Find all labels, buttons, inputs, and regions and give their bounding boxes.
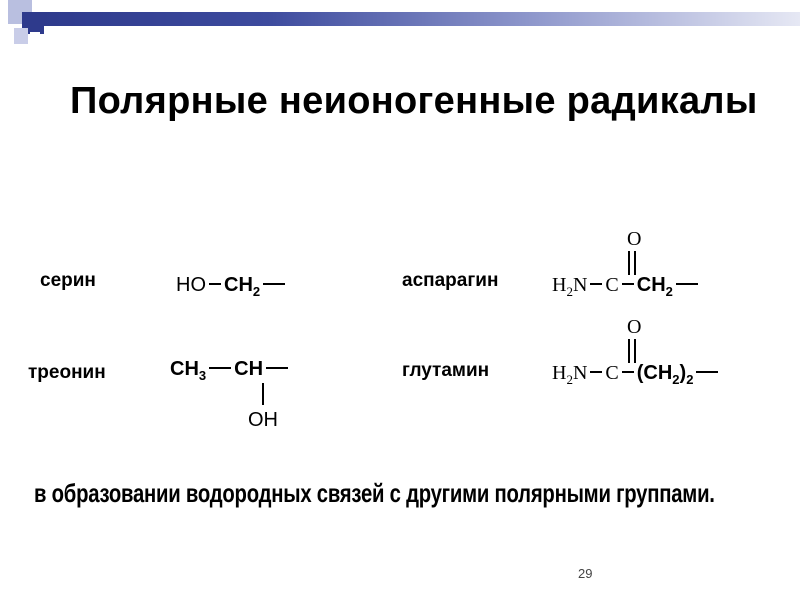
glutamine-formula: $H_2N$ C $(CH_2)_2$ (552, 362, 721, 388)
asparagine-formula: $H_2N$ C $CH_2$ (552, 274, 701, 300)
page-number: 29 (578, 566, 593, 581)
bond (590, 371, 602, 373)
glutamine-oxygen: O (627, 316, 642, 338)
threonine-formula: $CH_3$ CH (170, 358, 291, 383)
serine-label: серин (40, 270, 96, 291)
decor-square (30, 32, 40, 44)
serine-formula: HO $CH_2$ (176, 274, 288, 299)
asparagine-label: аспарагин (402, 270, 499, 291)
bond (209, 283, 221, 285)
slide-title: Полярные неионогенные радикалы (70, 80, 758, 122)
asparagine-oxygen: O (627, 228, 642, 250)
threonine-ch: CH (234, 358, 264, 380)
bond (590, 283, 602, 285)
threonine-label: треонин (28, 362, 106, 383)
decor-square (14, 28, 28, 44)
threonine-branch-bond (262, 383, 264, 405)
serine-ch2: CH (224, 274, 253, 296)
threonine-ch3: CH (170, 358, 199, 380)
bond (676, 283, 698, 285)
glutamine-label: глутамин (402, 360, 490, 381)
bond (209, 367, 231, 369)
threonine-hydroxyl: OH (248, 409, 278, 431)
header-gradient-bar (40, 12, 800, 26)
header-decoration (0, 0, 800, 50)
bond (266, 367, 288, 369)
asparagine-double-bond (628, 251, 636, 275)
footer-caption: в образовании водородных связей с другими полярными группами. (34, 478, 715, 508)
bond (263, 283, 285, 285)
bond (622, 371, 634, 373)
serine-hydroxyl: HO (176, 274, 206, 296)
bond (622, 283, 634, 285)
glutamine-double-bond (628, 339, 636, 363)
bond (696, 371, 718, 373)
